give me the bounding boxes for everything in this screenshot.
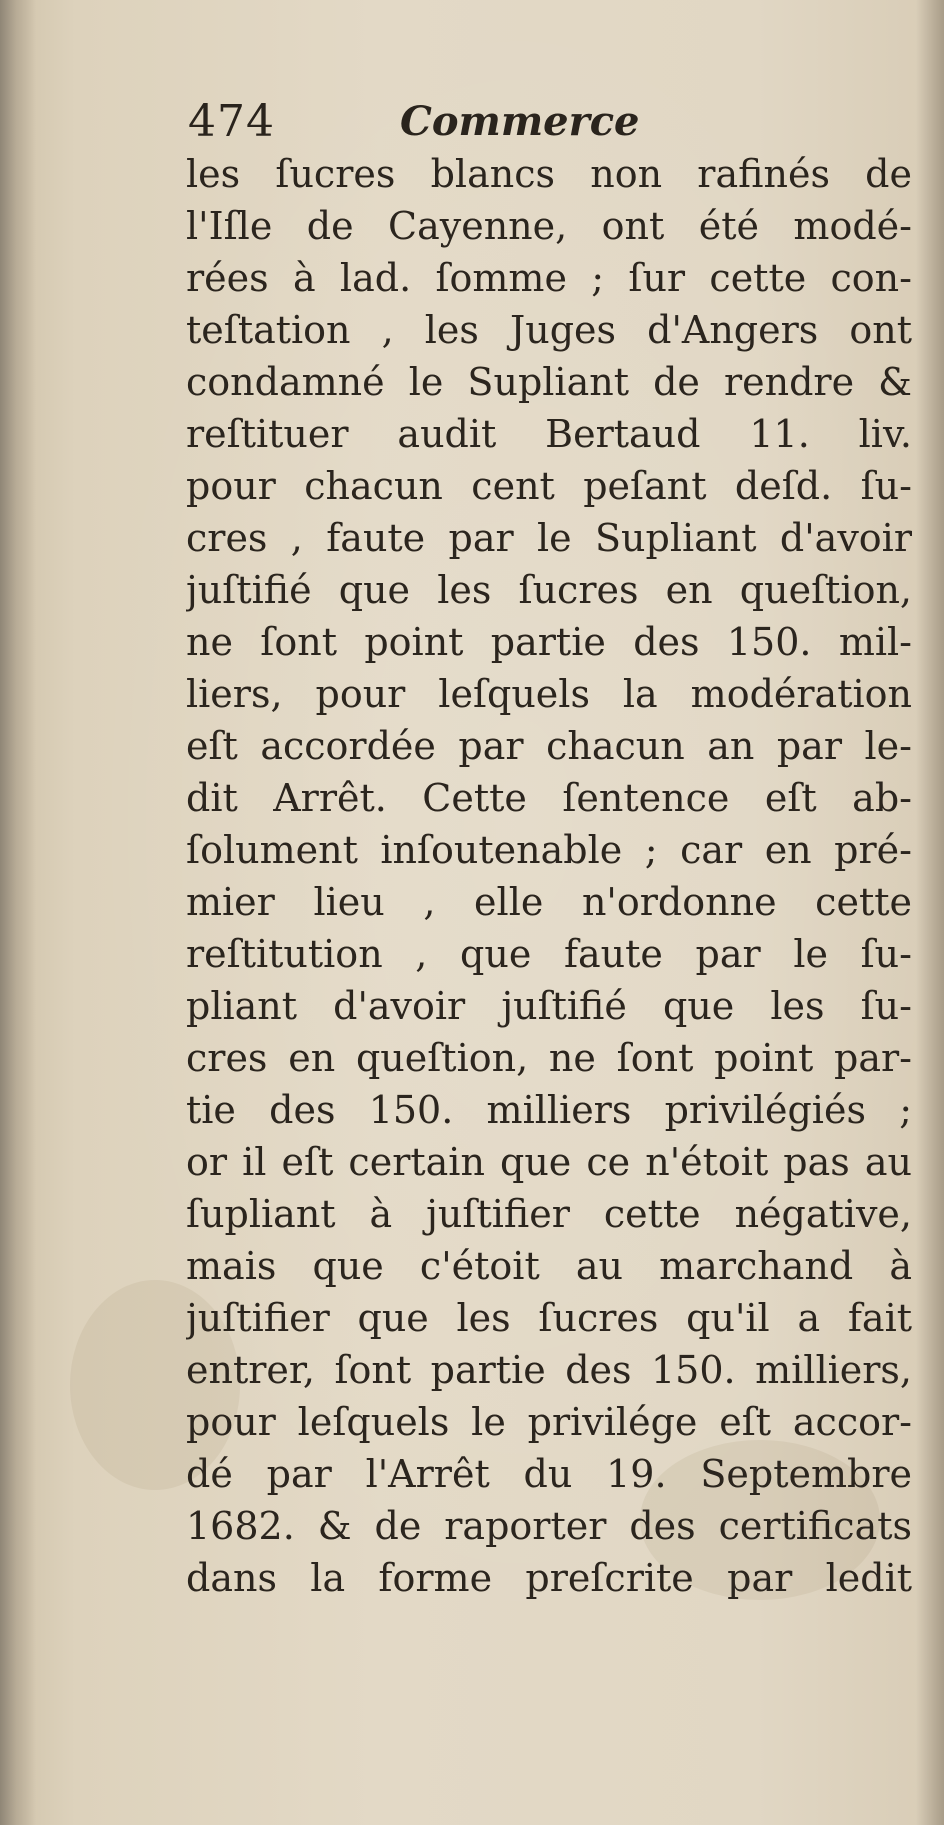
text-line: dit Arrêt. Cette ſentence eſt ab-	[186, 776, 912, 820]
text-line: ſolument inſoutenable ; car en pré-	[186, 828, 912, 872]
text-line: mais que c'étoit au marchand à	[186, 1244, 912, 1288]
page-gutter-shadow	[0, 0, 36, 1825]
text-line: les ſucres blancs non rafinés de	[186, 152, 912, 196]
text-line: reſtituer audit Bertaud 11. liv.	[186, 412, 912, 456]
text-line: l'Iſle de Cayenne, ont été modé-	[186, 204, 912, 248]
text-line: tie des 150. milliers privilégiés ;	[186, 1088, 912, 1132]
text-line: entrer, ſont partie des 150. milliers,	[186, 1348, 912, 1392]
text-line: cres , faute par le Supliant d'avoir	[186, 516, 912, 560]
running-head: Commerce	[400, 98, 640, 145]
text-line: dé par l'Arrêt du 19. Septembre	[186, 1452, 912, 1496]
text-line: rées à lad. ſomme ; ſur cette con-	[186, 256, 912, 300]
text-line: condamné le Supliant de rendre &	[186, 360, 912, 404]
text-line: 1682. & de raporter des certificats	[186, 1504, 912, 1548]
page-edge-shadow	[916, 0, 944, 1825]
text-line: mier lieu , elle n'ordonne cette	[186, 880, 912, 924]
text-line: juſtifié que les ſucres en queſtion,	[186, 568, 912, 612]
body-text	[186, 148, 912, 1604]
text-line: pour chacun cent peſant deſd. ſu-	[186, 464, 912, 508]
text-line: juſtifier que les ſucres qu'il a fait	[186, 1296, 912, 1340]
text-line: pliant d'avoir juſtifié que les ſu-	[186, 984, 912, 1028]
text-line: dans la forme preſcrite par ledit	[186, 1556, 912, 1600]
page-number: 474	[188, 96, 275, 147]
text-line: teſtation , les Juges d'Angers ont	[186, 308, 912, 352]
text-line: eſt accordée par chacun an par le-	[186, 724, 912, 768]
text-line: cres en queſtion, ne ſont point par-	[186, 1036, 912, 1080]
text-line: reſtitution , que faute par le ſu-	[186, 932, 912, 976]
text-line: ſupliant à juſtifier cette négative,	[186, 1192, 912, 1236]
text-line: pour leſquels le privilége eſt accor-	[186, 1400, 912, 1444]
text-line: or il eſt certain que ce n'étoit pas au	[186, 1140, 912, 1184]
text-line: ne ſont point partie des 150. mil-	[186, 620, 912, 664]
text-line: liers, pour leſquels la modération	[186, 672, 912, 716]
